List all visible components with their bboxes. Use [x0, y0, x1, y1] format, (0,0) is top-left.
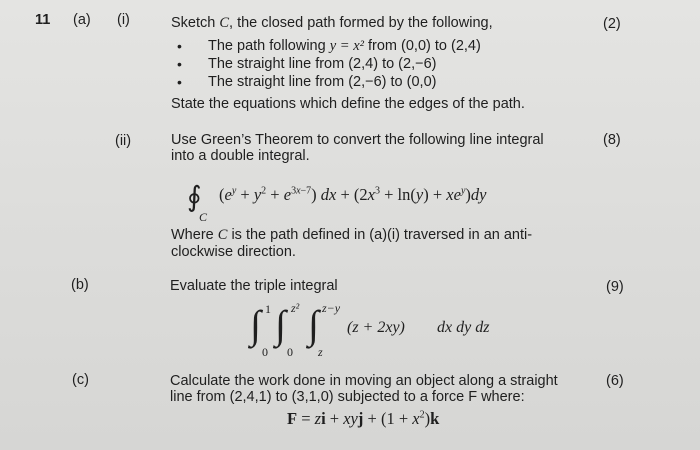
contour-integral-subscript: C [199, 210, 208, 224]
bullet-3-icon: • [177, 74, 182, 90]
inner-lower-limit: z [318, 345, 323, 359]
bullet-1-math: y = x² [329, 38, 364, 54]
part-a-label: (a) [73, 12, 91, 28]
part-a-ii-where-line2: clockwise direction. [171, 244, 296, 260]
part-b-text: Evaluate the triple integral [170, 278, 338, 294]
intro-suffix: , the closed path formed by the following, [229, 15, 493, 31]
integral-sign-inner: ∫ [308, 302, 319, 347]
part-a-i-instruction: State the equations which define the edges of the path. [171, 96, 525, 112]
part-b-marks: (9) [606, 279, 624, 295]
question-number: 11 [35, 12, 51, 28]
inner-upper-limit: z−y [322, 301, 341, 315]
triple-integrand: (z + 2xy) [347, 319, 405, 336]
intro-var: C [219, 15, 230, 31]
bullet-2-text: The straight line from (2,4) to (2,−6) [208, 56, 437, 72]
outer-lower-limit: 0 [262, 345, 268, 359]
intro-prefix: Sketch [171, 15, 220, 31]
part-c-line1: Calculate the work done in moving an object along a straight [170, 373, 558, 389]
bullet-1-prefix: The path following [208, 38, 330, 54]
part-a-ii-line1: Use Green’s Theorem to convert the following line integral [171, 132, 544, 148]
bullet-1-suffix: from (0,0) to (2,4) [363, 38, 481, 54]
part-a-i-marks: (2) [603, 16, 621, 32]
triple-differentials: dx dy dz [437, 319, 490, 336]
contour-integral-sign: ∮ [187, 182, 202, 213]
where-suffix: is the path defined in (a)(i) traversed in an anti- [227, 227, 533, 243]
bullet-1-icon: • [177, 38, 182, 54]
part-a-ii-line2: into a double integral. [171, 148, 310, 164]
part-b-label: (b) [71, 277, 89, 293]
force-equation: F = zi + xyj + $(1 + x^2)k$ [287, 409, 440, 428]
part-a-i-intro [171, 15, 493, 32]
part-a-i-label: (i) [117, 12, 130, 28]
integral-sign-outer: ∫ [250, 302, 261, 347]
part-a-ii-marks: (8) [603, 132, 621, 148]
middle-upper-limit: z² [291, 301, 300, 315]
part-a-ii-where-line1 [171, 227, 532, 244]
bullet-2-icon: • [177, 56, 182, 72]
where-prefix: Where [171, 227, 218, 243]
integral-sign-middle: ∫ [275, 302, 286, 347]
part-c-label: (c) [72, 372, 89, 388]
part-c-line2: line from (2,4,1) to (3,1,0) subjected to a force F where: [170, 389, 525, 405]
part-c-marks: (6) [606, 373, 624, 389]
part-a-ii-label: (ii) [115, 133, 132, 149]
bullet-1-text [208, 38, 481, 55]
middle-lower-limit: 0 [287, 345, 293, 359]
line-integrand: $(e^y + y^2 + e^{3x-7})$ dx + $(2x^3 + \ln(y) + xe^y)dy$ [219, 185, 487, 204]
where-var: C [217, 227, 228, 243]
bullet-3-text: The straight line from (2,−6) to (0,0) [208, 74, 437, 90]
outer-upper-limit: 1 [265, 302, 271, 316]
